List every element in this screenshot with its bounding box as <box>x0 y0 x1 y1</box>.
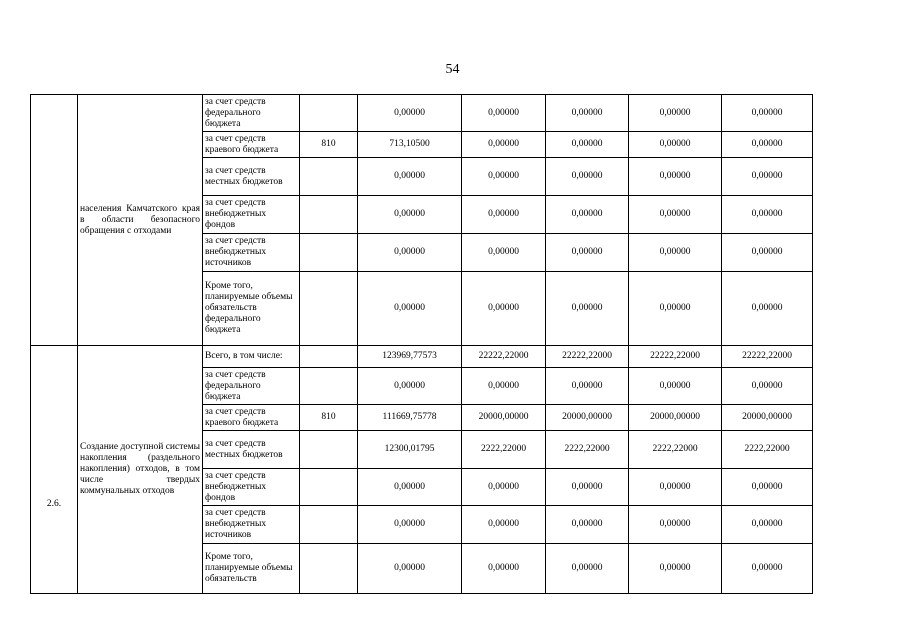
amount-cell: 0,00000 <box>722 272 813 346</box>
amount-cell: 0,00000 <box>629 95 722 132</box>
amount-cell: 0,00000 <box>546 234 629 272</box>
amount-cell: 0,00000 <box>629 234 722 272</box>
amount-cell: 0,00000 <box>462 132 546 158</box>
amount-cell: 0,00000 <box>358 469 462 506</box>
amount-cell: 22222,22000 <box>722 346 813 368</box>
amount-cell: 111669,75778 <box>358 405 462 431</box>
section-number <box>31 95 78 346</box>
amount-cell: 0,00000 <box>629 132 722 158</box>
funding-source: за счет средств местных бюджетов <box>203 431 300 469</box>
budget-code <box>300 506 358 544</box>
funding-source: за счет средств внебюджетных источников <box>203 234 300 272</box>
funding-source: за счет средств краевого бюджета <box>203 132 300 158</box>
budget-table <box>30 94 813 594</box>
amount-cell: 2222,22000 <box>722 431 813 469</box>
amount-cell: 0,00000 <box>358 368 462 405</box>
amount-cell: 0,00000 <box>462 368 546 405</box>
amount-cell: 0,00000 <box>462 196 546 234</box>
amount-cell: 0,00000 <box>722 234 813 272</box>
amount-cell: 22222,22000 <box>546 346 629 368</box>
funding-source: Кроме того, планируемые объемы обязательств <box>203 544 300 594</box>
budget-code <box>300 368 358 405</box>
amount-cell: 0,00000 <box>462 506 546 544</box>
budget-code <box>300 346 358 368</box>
funding-source: за счет средств федерального бюджета <box>203 368 300 405</box>
amount-cell: 0,00000 <box>722 196 813 234</box>
amount-cell: 0,00000 <box>546 95 629 132</box>
amount-cell: 2222,22000 <box>462 431 546 469</box>
amount-cell: 713,10500 <box>358 132 462 158</box>
funding-source: за счет средств внебюджетных источников <box>203 506 300 544</box>
amount-cell: 0,00000 <box>546 272 629 346</box>
funding-source: за счет средств краевого бюджета <box>203 405 300 431</box>
amount-cell: 0,00000 <box>462 469 546 506</box>
funding-source: за счет средств внебюджетных фондов <box>203 469 300 506</box>
amount-cell: 0,00000 <box>546 196 629 234</box>
amount-cell: 0,00000 <box>358 506 462 544</box>
amount-cell: 2222,22000 <box>546 431 629 469</box>
amount-cell: 0,00000 <box>546 132 629 158</box>
amount-cell: 20000,00000 <box>462 405 546 431</box>
amount-cell: 0,00000 <box>629 196 722 234</box>
amount-cell: 0,00000 <box>629 368 722 405</box>
amount-cell: 0,00000 <box>629 272 722 346</box>
amount-cell: 0,00000 <box>546 544 629 594</box>
amount-cell: 0,00000 <box>358 158 462 196</box>
amount-cell: 0,00000 <box>462 158 546 196</box>
amount-cell: 0,00000 <box>462 234 546 272</box>
amount-cell: 0,00000 <box>629 506 722 544</box>
section-number: 2.6. <box>31 346 78 594</box>
budget-code: 810 <box>300 132 358 158</box>
amount-cell: 0,00000 <box>546 469 629 506</box>
budget-code <box>300 95 358 132</box>
section-name: Создание доступной системы накопления (раздельного накопления) отходов, в том числе твердых коммунальных отходов <box>78 346 203 594</box>
table-row <box>31 95 813 132</box>
amount-cell: 0,00000 <box>722 158 813 196</box>
budget-code <box>300 544 358 594</box>
amount-cell: 0,00000 <box>358 196 462 234</box>
amount-cell: 0,00000 <box>358 272 462 346</box>
amount-cell: 20000,00000 <box>722 405 813 431</box>
table-row <box>31 346 813 368</box>
budget-code <box>300 158 358 196</box>
amount-cell: 0,00000 <box>358 95 462 132</box>
funding-source: за счет средств внебюджетных фондов <box>203 196 300 234</box>
amount-cell: 0,00000 <box>722 132 813 158</box>
amount-cell: 0,00000 <box>546 506 629 544</box>
amount-cell: 0,00000 <box>358 544 462 594</box>
funding-source: за счет средств федерального бюджета <box>203 95 300 132</box>
funding-source: Всего, в том числе: <box>203 346 300 368</box>
budget-code <box>300 272 358 346</box>
amount-cell: 0,00000 <box>629 158 722 196</box>
funding-source: Кроме того, планируемые объемы обязательств федерального бюджета <box>203 272 300 346</box>
amount-cell: 0,00000 <box>722 469 813 506</box>
amount-cell: 0,00000 <box>629 469 722 506</box>
amount-cell: 0,00000 <box>546 158 629 196</box>
amount-cell: 20000,00000 <box>546 405 629 431</box>
page-number: 54 <box>445 62 460 77</box>
amount-cell: 0,00000 <box>462 95 546 132</box>
amount-cell: 0,00000 <box>722 506 813 544</box>
amount-cell: 123969,77573 <box>358 346 462 368</box>
amount-cell: 20000,00000 <box>629 405 722 431</box>
budget-code <box>300 431 358 469</box>
amount-cell: 12300,01795 <box>358 431 462 469</box>
budget-code: 810 <box>300 405 358 431</box>
amount-cell: 22222,22000 <box>629 346 722 368</box>
amount-cell: 0,00000 <box>722 544 813 594</box>
amount-cell: 0,00000 <box>722 368 813 405</box>
amount-cell: 0,00000 <box>722 95 813 132</box>
amount-cell: 0,00000 <box>462 544 546 594</box>
section-name: населения Камчатского края в области безопасного обращения с отходами <box>78 95 203 346</box>
funding-source: за счет средств местных бюджетов <box>203 158 300 196</box>
budget-code <box>300 234 358 272</box>
budget-code <box>300 196 358 234</box>
budget-code <box>300 469 358 506</box>
amount-cell: 0,00000 <box>629 544 722 594</box>
amount-cell: 0,00000 <box>462 272 546 346</box>
amount-cell: 0,00000 <box>546 368 629 405</box>
amount-cell: 0,00000 <box>358 234 462 272</box>
amount-cell: 2222,22000 <box>629 431 722 469</box>
amount-cell: 22222,22000 <box>462 346 546 368</box>
